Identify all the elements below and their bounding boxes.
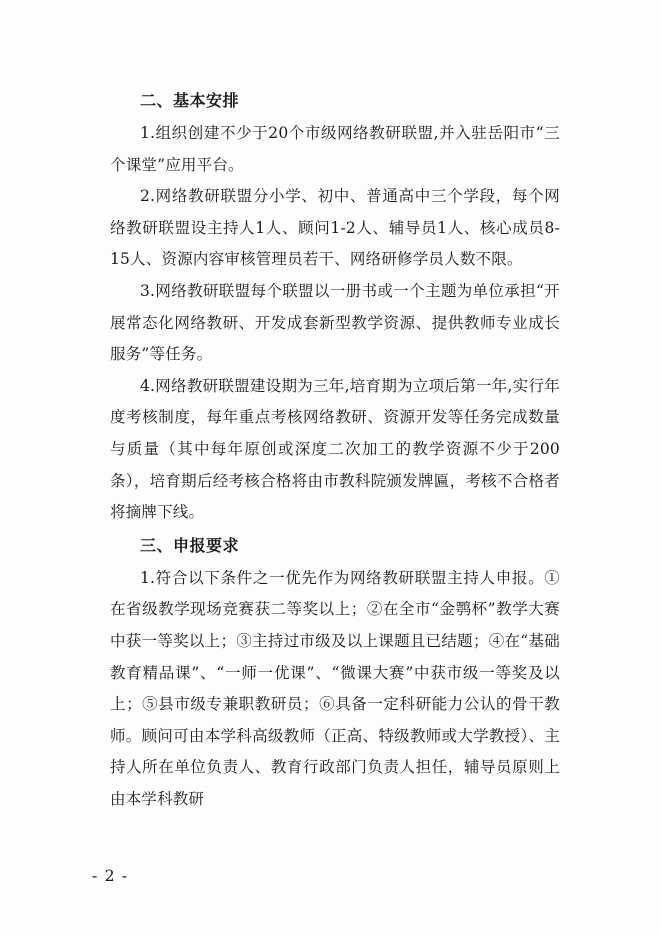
section-heading-basic-arrangements: 二、基本安排 xyxy=(140,91,240,110)
page-number: - 2 - xyxy=(92,866,129,885)
paragraph-arrangement-4: 4.网络教研联盟建设期为三年,培育期为立项后第一年,实行年度考核制度，每年重点考核网络教研、资源开发等任务完成数量与质量（其中每年原创或深度二次加工的教学资源不少于200条），培育期后经考核合格将由市教科院颁发牌匾，考核不合格者将摘牌下线。 xyxy=(110,376,560,522)
section-heading-application-requirements: 三、申报要求 xyxy=(140,535,240,555)
paragraph-arrangement-1: 1.组织创建不少于20个市级网络教研联盟,并入驻岳阳市“三个课堂”应用平台。 xyxy=(110,124,560,174)
paragraph-requirement-1: 1.符合以下条件之一优先作为网络教研联盟主持人申报。①在省级教学现场竞赛获二等奖以上；②在全市“金鹗杯”教学大赛中获一等奖以上；③主持过市级及以上课题且已结题；④在“基础教育精品课”、“一师一优课”、“微课大赛”中获市级一等奖及以上；⑤县市级专兼职教研员；⑥具备一定科研能力公认的骨干教师。顾问可由本学科高级教师（正高、特级教师或大学教授）、主持人所在单位负责人、教育行政部门负责人担任，辅导员原则上由本学科教研 xyxy=(110,568,560,808)
document-body xyxy=(110,84,560,815)
paragraph-arrangement-2: 2.网络教研联盟分小学、初中、普通高中三个学段，每个网络教研联盟设主持人1人、顾问1-2人、辅导员1人、核心成员8-15人、资源内容审核管理员若干、网络研修学员人数不限。 xyxy=(110,187,560,269)
paragraph-arrangement-3: 3.网络教研联盟每个联盟以一册书或一个主题为单位承担“开展常态化网络教研、开发成套新型教学资源、提供教师专业成长服务”等任务。 xyxy=(110,281,560,364)
